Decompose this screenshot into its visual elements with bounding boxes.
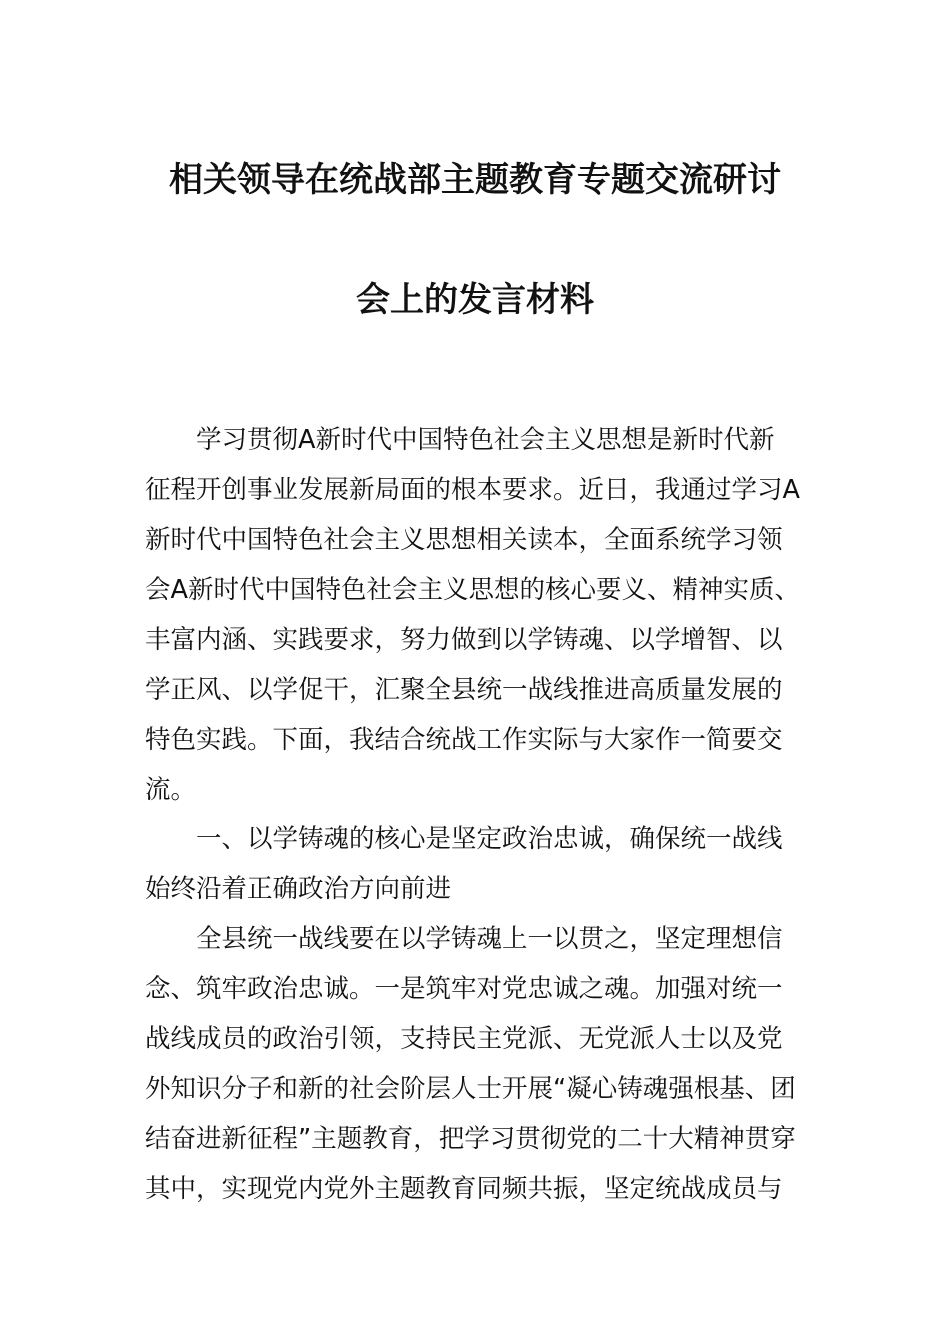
paragraph-line: 战线成员的政治引领，支持民主党派、无党派人士以及党 [145, 1024, 783, 1054]
paragraph-line: 特色实践。下面，我结合统战工作实际与大家作一简要交 [145, 725, 783, 755]
paragraph-line: 外知识分子和新的社会阶层人士开展“凝心铸魂强根基、团 [145, 1074, 796, 1104]
paragraph-line: 结奋进新征程”主题教育，把学习贯彻党的二十大精神贯穿 [145, 1124, 796, 1154]
paragraph-line: 其中，实现党内党外主题教育同频共振，坚定统战成员与 [145, 1174, 783, 1204]
paragraph-line: 会A新时代中国特色社会主义思想的核心要义、精神实质、 [145, 575, 800, 605]
document-title-line-2: 会上的发言材料 [356, 280, 594, 320]
paragraph-line: 全县统一战线要在以学铸魂上一以贯之，坚定理想信 [196, 924, 783, 954]
paragraph-line: 学正风、以学促干，汇聚全县统一战线推进高质量发展的 [145, 675, 783, 705]
paragraph-line: 新时代中国特色社会主义思想相关读本，全面系统学习领 [145, 525, 783, 555]
paragraph-line: 征程开创事业发展新局面的根本要求。近日，我通过学习A [145, 475, 800, 505]
section-heading-line: 一、以学铸魂的核心是坚定政治忠诚，确保统一战线 [196, 824, 783, 854]
paragraph-line: 念、筑牢政治忠诚。一是筑牢对党忠诚之魂。加强对统一 [145, 974, 783, 1004]
paragraph-line: 流。 [145, 775, 197, 805]
section-heading-line: 始终沿着正确政治方向前进 [145, 874, 452, 904]
paragraph-line: 学习贯彻A新时代中国特色社会主义思想是新时代新 [196, 425, 775, 455]
document-title-line-1: 相关领导在统战部主题教育专题交流研讨 [169, 160, 781, 200]
paragraph-line: 丰富内涵、实践要求，努力做到以学铸魂、以学增智、以 [145, 625, 783, 655]
